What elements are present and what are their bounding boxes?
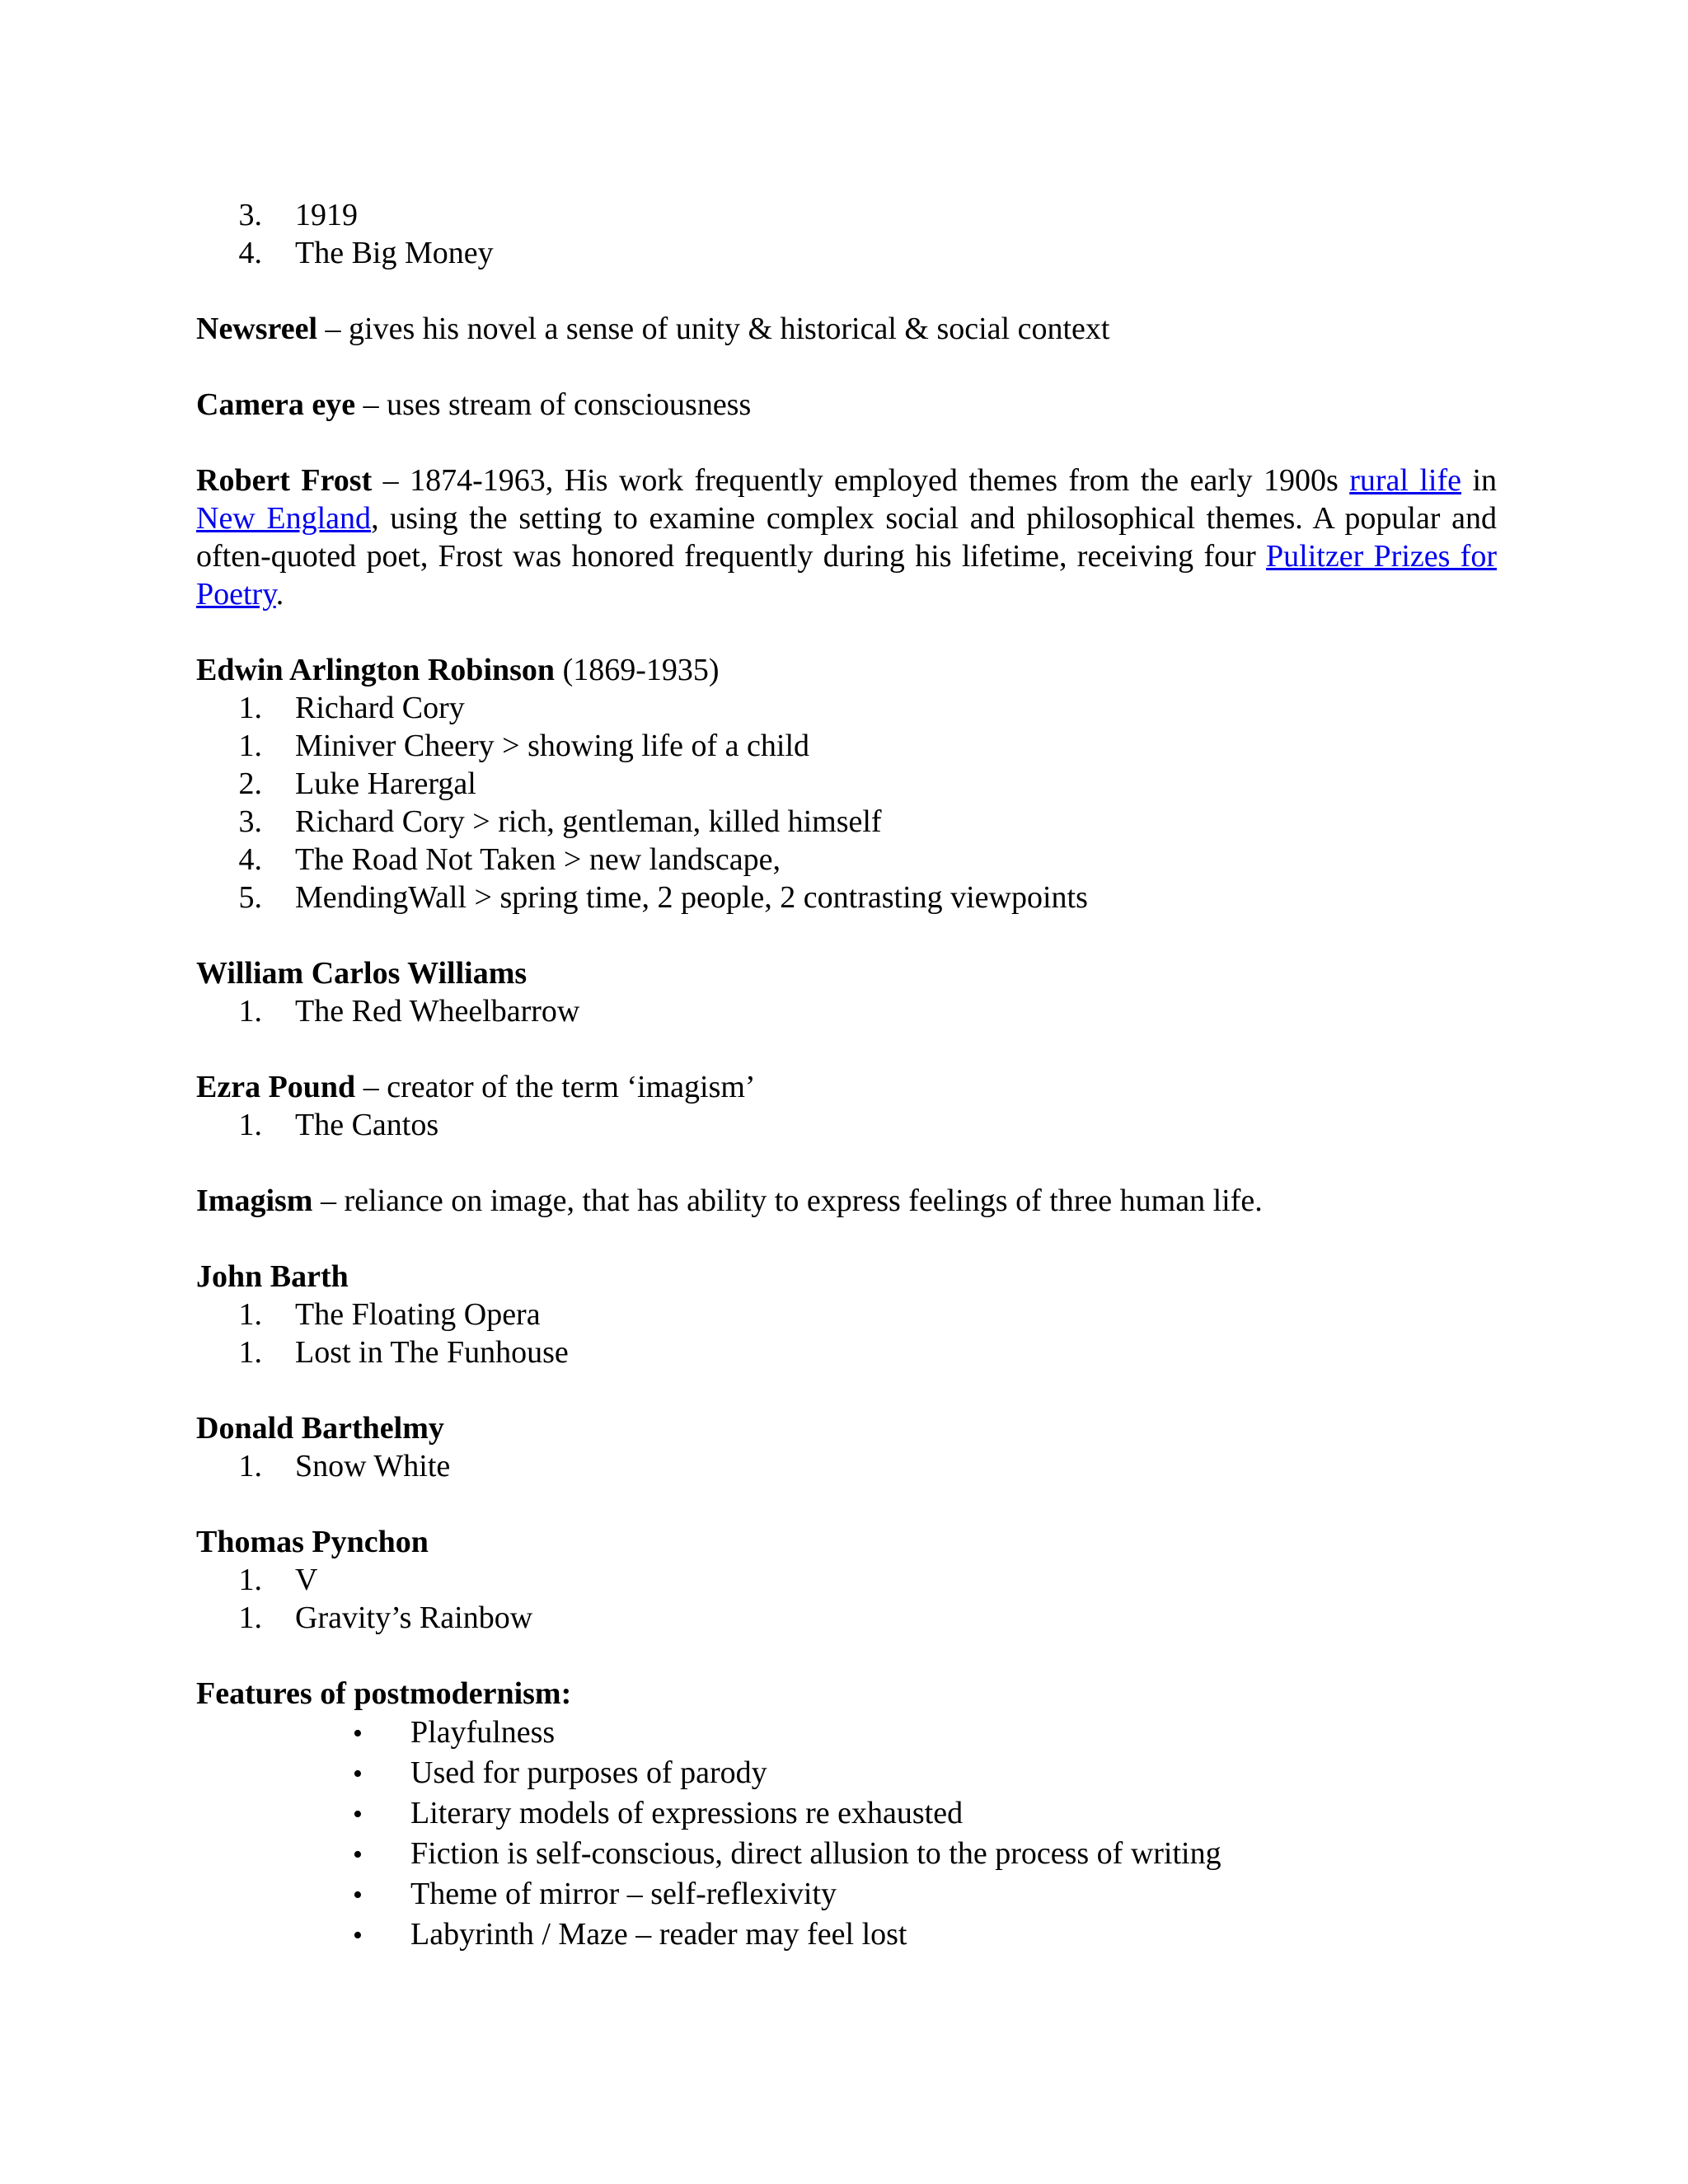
- list-item: [196, 1713, 1497, 1753]
- list-number: 1.: [238, 1601, 262, 1635]
- list-number: 1.: [238, 1297, 262, 1332]
- list-item: [196, 1753, 1497, 1793]
- list-item: [196, 1915, 1497, 1955]
- list-item: [196, 1296, 1497, 1333]
- list-text: MendingWall > spring time, 2 people, 2 contrasting viewpoints: [295, 880, 1088, 915]
- list-item: [196, 841, 1497, 879]
- list-number: 4.: [238, 842, 262, 877]
- list-item: [196, 1599, 1497, 1637]
- list-number: 2.: [238, 766, 262, 801]
- list-text: Used for purposes of parody: [410, 1755, 767, 1790]
- term-heading: Newsreel: [196, 312, 318, 346]
- list-number: 3.: [238, 804, 262, 839]
- list-text: Theme of mirror – self-reflexivity: [410, 1877, 837, 1911]
- list-text: Luke Harergal: [295, 766, 476, 801]
- section-heading: William Carlos Williams: [196, 956, 528, 991]
- list-item: [196, 196, 1497, 234]
- list-item: [196, 1793, 1497, 1834]
- term-description: – uses stream of consciousness: [355, 387, 752, 422]
- term-heading: Camera eye: [196, 387, 356, 422]
- list-item: [196, 1834, 1497, 1874]
- list-text: The Red Wheelbarrow: [295, 994, 580, 1029]
- list-text: The Road Not Taken > new landscape,: [295, 842, 781, 877]
- list-item: [196, 689, 1497, 727]
- list-text: Miniver Cheery > showing life of a child: [295, 729, 810, 763]
- bullet-list: [196, 1713, 1497, 1955]
- term-description: – creator of the term ‘imagism’: [355, 1070, 756, 1104]
- list-text: Lost in The Funhouse: [295, 1335, 569, 1370]
- list-number: 1.: [238, 1108, 262, 1142]
- list-text: Snow White: [295, 1449, 451, 1483]
- list-text: The Cantos: [295, 1108, 439, 1142]
- pulitzer-prizes-link[interactable]: Pulitzer Prizes for Poetry: [196, 539, 1497, 612]
- imagism-paragraph: [196, 1182, 1497, 1220]
- newsreel-paragraph: [196, 310, 1497, 348]
- term-description: – gives his novel a sense of unity & historical & social context: [317, 312, 1110, 346]
- term-heading: Imagism: [196, 1183, 313, 1218]
- pound-section: [196, 1068, 1497, 1144]
- list-item: [196, 1561, 1497, 1599]
- list-item: [196, 727, 1497, 765]
- postmodernism-section: [196, 1675, 1497, 1955]
- bullet-icon: •: [353, 1718, 363, 1749]
- list-number: 1.: [238, 1449, 262, 1483]
- intro-list: [196, 196, 1497, 272]
- new-england-link[interactable]: New England: [196, 501, 372, 536]
- bullet-icon: •: [353, 1840, 363, 1870]
- term-heading: Edwin Arlington Robinson: [196, 653, 556, 687]
- author-dates: (1869-1935): [555, 653, 720, 687]
- list-item: [196, 234, 1497, 272]
- list-text: V: [295, 1563, 318, 1597]
- list-text: Gravity’s Rainbow: [295, 1601, 533, 1635]
- paragraph-text: .: [275, 577, 284, 612]
- list-number: 1.: [238, 1563, 262, 1597]
- section-heading: John Barth: [196, 1259, 349, 1294]
- list-text: Playfulness: [410, 1715, 556, 1750]
- section-heading: [196, 1068, 1497, 1106]
- frost-paragraph: [196, 462, 1497, 613]
- paragraph-text: , using the setting to examine complex social and philosophical themes. A popular and often-quoted poet, Frost was honored frequently during his lifetime, receiving four: [196, 501, 1497, 574]
- barth-section: [196, 1258, 1497, 1371]
- list-text: Labyrinth / Maze – reader may feel lost: [410, 1917, 907, 1952]
- list-item: [196, 879, 1497, 916]
- list-item: [196, 1333, 1497, 1371]
- paragraph-text: – 1874-1963, His work frequently employed themes from the early 1900s: [372, 463, 1350, 498]
- rural-life-link[interactable]: rural life: [1349, 463, 1461, 498]
- list-text: 1919: [295, 198, 358, 232]
- list-item: [196, 765, 1497, 803]
- section-heading: [196, 651, 1497, 689]
- section-heading: Thomas Pynchon: [196, 1525, 429, 1559]
- list-item: [196, 992, 1497, 1030]
- list-text: Fiction is self-conscious, direct allusion to the process of writing: [410, 1836, 1221, 1871]
- camera-eye-paragraph: [196, 386, 1497, 424]
- barthelmy-section: [196, 1409, 1497, 1485]
- list-number: 1.: [238, 691, 262, 725]
- list-number: 1.: [238, 994, 262, 1029]
- list-number: 1.: [238, 729, 262, 763]
- term-description: – reliance on image, that has ability to express feelings of three human life.: [312, 1183, 1263, 1218]
- robinson-section: [196, 651, 1497, 916]
- list-item: [196, 1874, 1497, 1915]
- section-heading: Features of postmodernism:: [196, 1676, 572, 1711]
- list-number: 1.: [238, 1335, 262, 1370]
- bullet-icon: •: [353, 1880, 363, 1910]
- list-number: 5.: [238, 880, 262, 915]
- bullet-icon: •: [353, 1799, 363, 1830]
- list-number: 3.: [238, 198, 262, 232]
- list-text: Literary models of expressions re exhausted: [410, 1796, 964, 1830]
- list-number: 4.: [238, 236, 262, 270]
- list-item: [196, 803, 1497, 841]
- williams-section: [196, 954, 1497, 1030]
- term-heading: Robert Frost: [196, 463, 373, 498]
- list-text: The Floating Opera: [295, 1297, 541, 1332]
- list-item: [196, 1106, 1497, 1144]
- pynchon-section: [196, 1523, 1497, 1637]
- bullet-icon: •: [353, 1920, 363, 1951]
- list-text: Richard Cory: [295, 691, 465, 725]
- paragraph-text: in: [1461, 463, 1497, 498]
- list-text: Richard Cory > rich, gentleman, killed himself: [295, 804, 882, 839]
- term-heading: Ezra Pound: [196, 1070, 356, 1104]
- bullet-icon: •: [353, 1759, 363, 1789]
- list-item: [196, 1447, 1497, 1485]
- list-text: The Big Money: [295, 236, 494, 270]
- section-heading: Donald Barthelmy: [196, 1411, 444, 1446]
